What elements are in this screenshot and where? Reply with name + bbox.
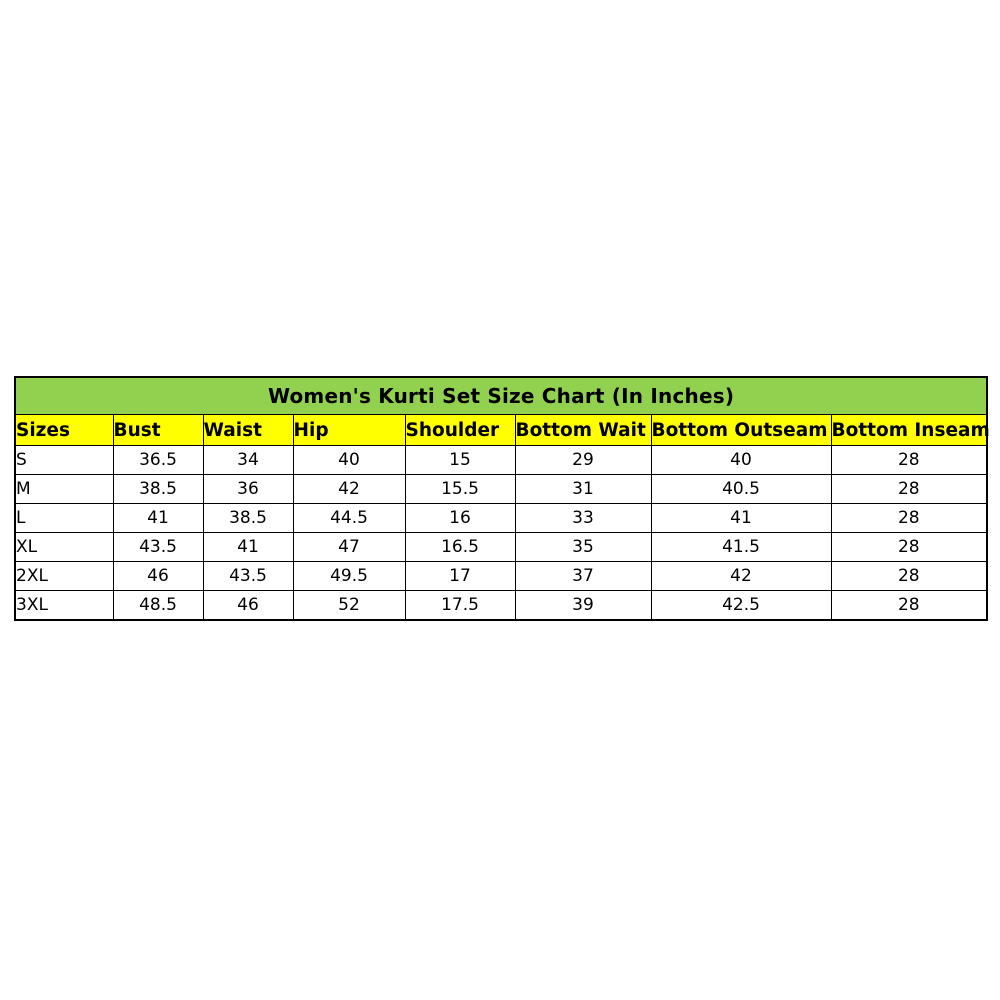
size-label: L — [15, 504, 113, 533]
measurement-value: 38.5 — [113, 475, 203, 504]
chart-header-row — [15, 415, 987, 446]
size-label: 2XL — [15, 562, 113, 591]
table-row — [15, 446, 987, 475]
measurement-value: 42 — [651, 562, 831, 591]
measurement-value: 49.5 — [293, 562, 405, 591]
measurement-value: 48.5 — [113, 591, 203, 621]
measurement-value: 46 — [113, 562, 203, 591]
column-header: Shoulder — [405, 415, 515, 446]
measurement-value: 41 — [113, 504, 203, 533]
chart-title-row — [15, 377, 987, 415]
column-header: Waist — [203, 415, 293, 446]
column-header: Sizes — [15, 415, 113, 446]
column-header: Hip — [293, 415, 405, 446]
size-chart-table — [14, 376, 988, 621]
measurement-value: 43.5 — [113, 533, 203, 562]
measurement-value: 46 — [203, 591, 293, 621]
measurement-value: 28 — [831, 504, 987, 533]
measurement-value: 37 — [515, 562, 651, 591]
measurement-value: 17.5 — [405, 591, 515, 621]
measurement-value: 15 — [405, 446, 515, 475]
measurement-value: 34 — [203, 446, 293, 475]
table-row — [15, 591, 987, 621]
size-label: S — [15, 446, 113, 475]
size-chart-container — [14, 376, 990, 621]
size-label: 3XL — [15, 591, 113, 621]
size-label: XL — [15, 533, 113, 562]
measurement-value: 41 — [203, 533, 293, 562]
measurement-value: 28 — [831, 591, 987, 621]
size-label: M — [15, 475, 113, 504]
measurement-value: 40 — [293, 446, 405, 475]
measurement-value: 15.5 — [405, 475, 515, 504]
measurement-value: 52 — [293, 591, 405, 621]
column-header: Bottom Outseam — [651, 415, 831, 446]
measurement-value: 28 — [831, 562, 987, 591]
column-header: Bust — [113, 415, 203, 446]
measurement-value: 41.5 — [651, 533, 831, 562]
measurement-value: 36 — [203, 475, 293, 504]
measurement-value: 44.5 — [293, 504, 405, 533]
column-header: Bottom Wait — [515, 415, 651, 446]
table-row — [15, 562, 987, 591]
chart-title: Women's Kurti Set Size Chart (In Inches) — [15, 377, 987, 415]
table-row — [15, 504, 987, 533]
measurement-value: 40.5 — [651, 475, 831, 504]
measurement-value: 16.5 — [405, 533, 515, 562]
measurement-value: 41 — [651, 504, 831, 533]
measurement-value: 42.5 — [651, 591, 831, 621]
measurement-value: 39 — [515, 591, 651, 621]
measurement-value: 42 — [293, 475, 405, 504]
measurement-value: 31 — [515, 475, 651, 504]
measurement-value: 43.5 — [203, 562, 293, 591]
measurement-value: 40 — [651, 446, 831, 475]
measurement-value: 16 — [405, 504, 515, 533]
measurement-value: 28 — [831, 446, 987, 475]
table-row — [15, 533, 987, 562]
measurement-value: 38.5 — [203, 504, 293, 533]
measurement-value: 35 — [515, 533, 651, 562]
measurement-value: 47 — [293, 533, 405, 562]
column-header: Bottom Inseam — [831, 415, 987, 446]
measurement-value: 28 — [831, 533, 987, 562]
measurement-value: 29 — [515, 446, 651, 475]
measurement-value: 36.5 — [113, 446, 203, 475]
table-row — [15, 475, 987, 504]
measurement-value: 17 — [405, 562, 515, 591]
measurement-value: 28 — [831, 475, 987, 504]
measurement-value: 33 — [515, 504, 651, 533]
